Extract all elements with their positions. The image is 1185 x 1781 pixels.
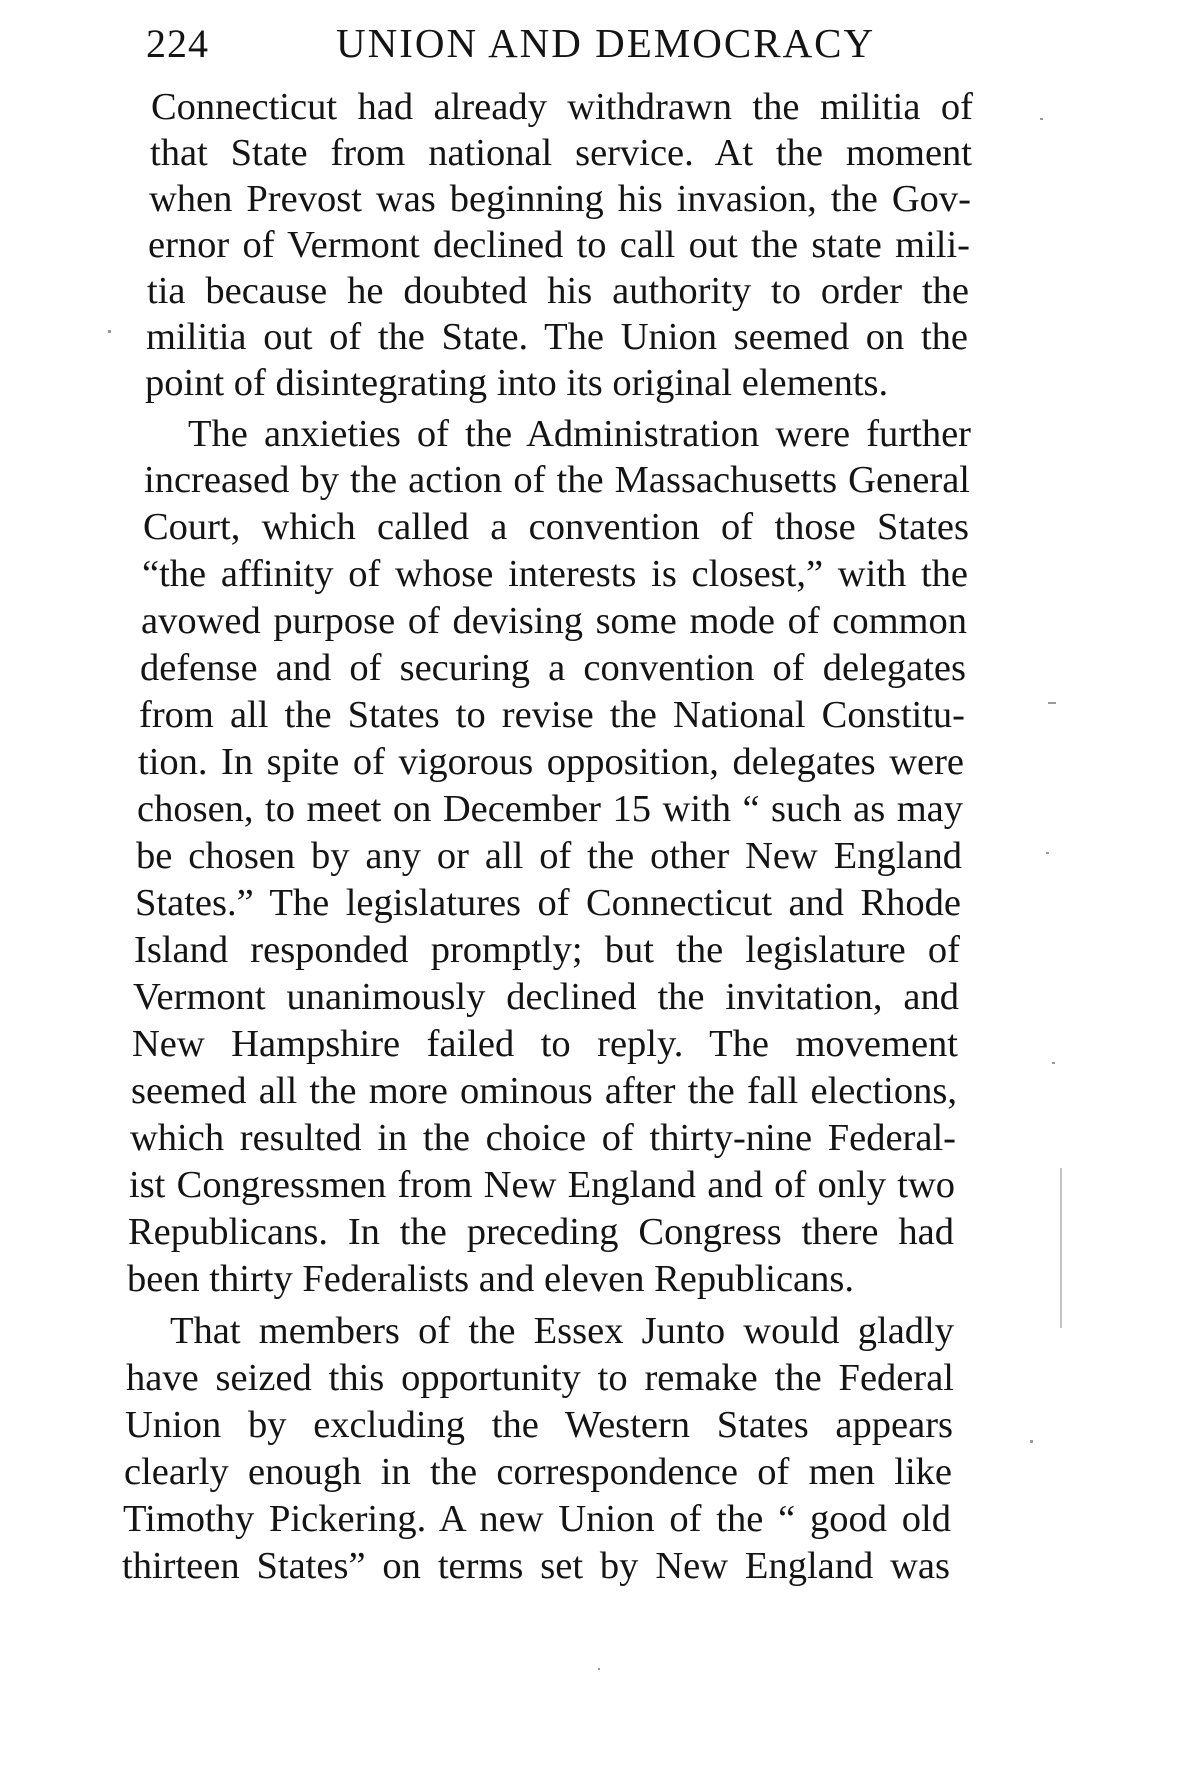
text-line: militia out of the State. The Union seemed on the [146,316,968,358]
page-header [146,14,1046,70]
text-line: point of disintegrating into its original elements. [145,362,889,404]
scan-mark [1048,702,1056,704]
text-line: ist Congressmen from New England and of only two [129,1164,955,1206]
text-line: tia because he doubted his authority to order the [147,270,969,312]
scan-mark [1030,1440,1033,1443]
text-line: clearly enough in the correspondence of men like [124,1451,952,1493]
scan-mark [1060,1168,1062,1328]
text-line: Union by excluding the Western States appears [125,1404,953,1446]
text-line: Connecticut had already withdrawn the militia of [151,86,973,128]
text-line: Timothy Pickering. A new Union of the “ good old [123,1498,951,1540]
text-line: Island responded promptly; but the legislature of [134,929,960,971]
text-line: that State from national service. At the moment [150,132,972,174]
running-title: UNION AND DEMOCRACY [336,20,876,66]
text-line: Republicans. In the preceding Congress there had [128,1211,954,1253]
scan-mark [108,330,111,333]
scan-mark [1046,852,1049,854]
text-line: defense and of securing a convention of delegates [140,647,966,689]
text-line: That members of the Essex Junto would gladly [170,1310,954,1352]
scan-mark [598,1668,600,1670]
text-line: be chosen by any or all of the other New England [136,835,962,877]
text-line: New Hampshire failed to reply. The movement [132,1023,958,1065]
text-line: Court, which called a convention of those States [143,506,969,548]
text-line: thirteen States” on terms set by New England was [122,1545,950,1587]
text-line: tion. In spite of vigorous opposition, delegates were [138,741,964,783]
text-line: from all the States to revise the National Constitu- [139,694,965,736]
text-line: have seized this opportunity to remake the Federal [126,1357,954,1399]
text-line: avowed purpose of devising some mode of common [141,600,967,642]
scan-mark [1040,118,1043,120]
text-line: been thirty Federalists and eleven Republicans. [127,1258,855,1300]
text-line: ernor of Vermont declined to call out the state mili- [148,224,970,266]
text-line: seemed all the more ominous after the fall elections, [131,1070,957,1112]
text-line: increased by the action of the Massachusetts General [144,459,970,501]
text-line: when Prevost was beginning his invasion, the Gov- [149,178,971,220]
text-line: which resulted in the choice of thirty-nine Federal- [130,1117,956,1159]
scan-mark [1052,1062,1055,1064]
text-line: States.” The legislatures of Connecticut and Rhode [135,882,961,924]
page-number: 224 [146,21,209,66]
text-line: chosen, to meet on December 15 with “ such as may [137,788,963,830]
text-line: Vermont unanimously declined the invitation, and [133,976,959,1018]
text-line: “the affinity of whose interests is closest,” with the [142,553,968,595]
text-line: The anxieties of the Administration were further [188,413,971,455]
